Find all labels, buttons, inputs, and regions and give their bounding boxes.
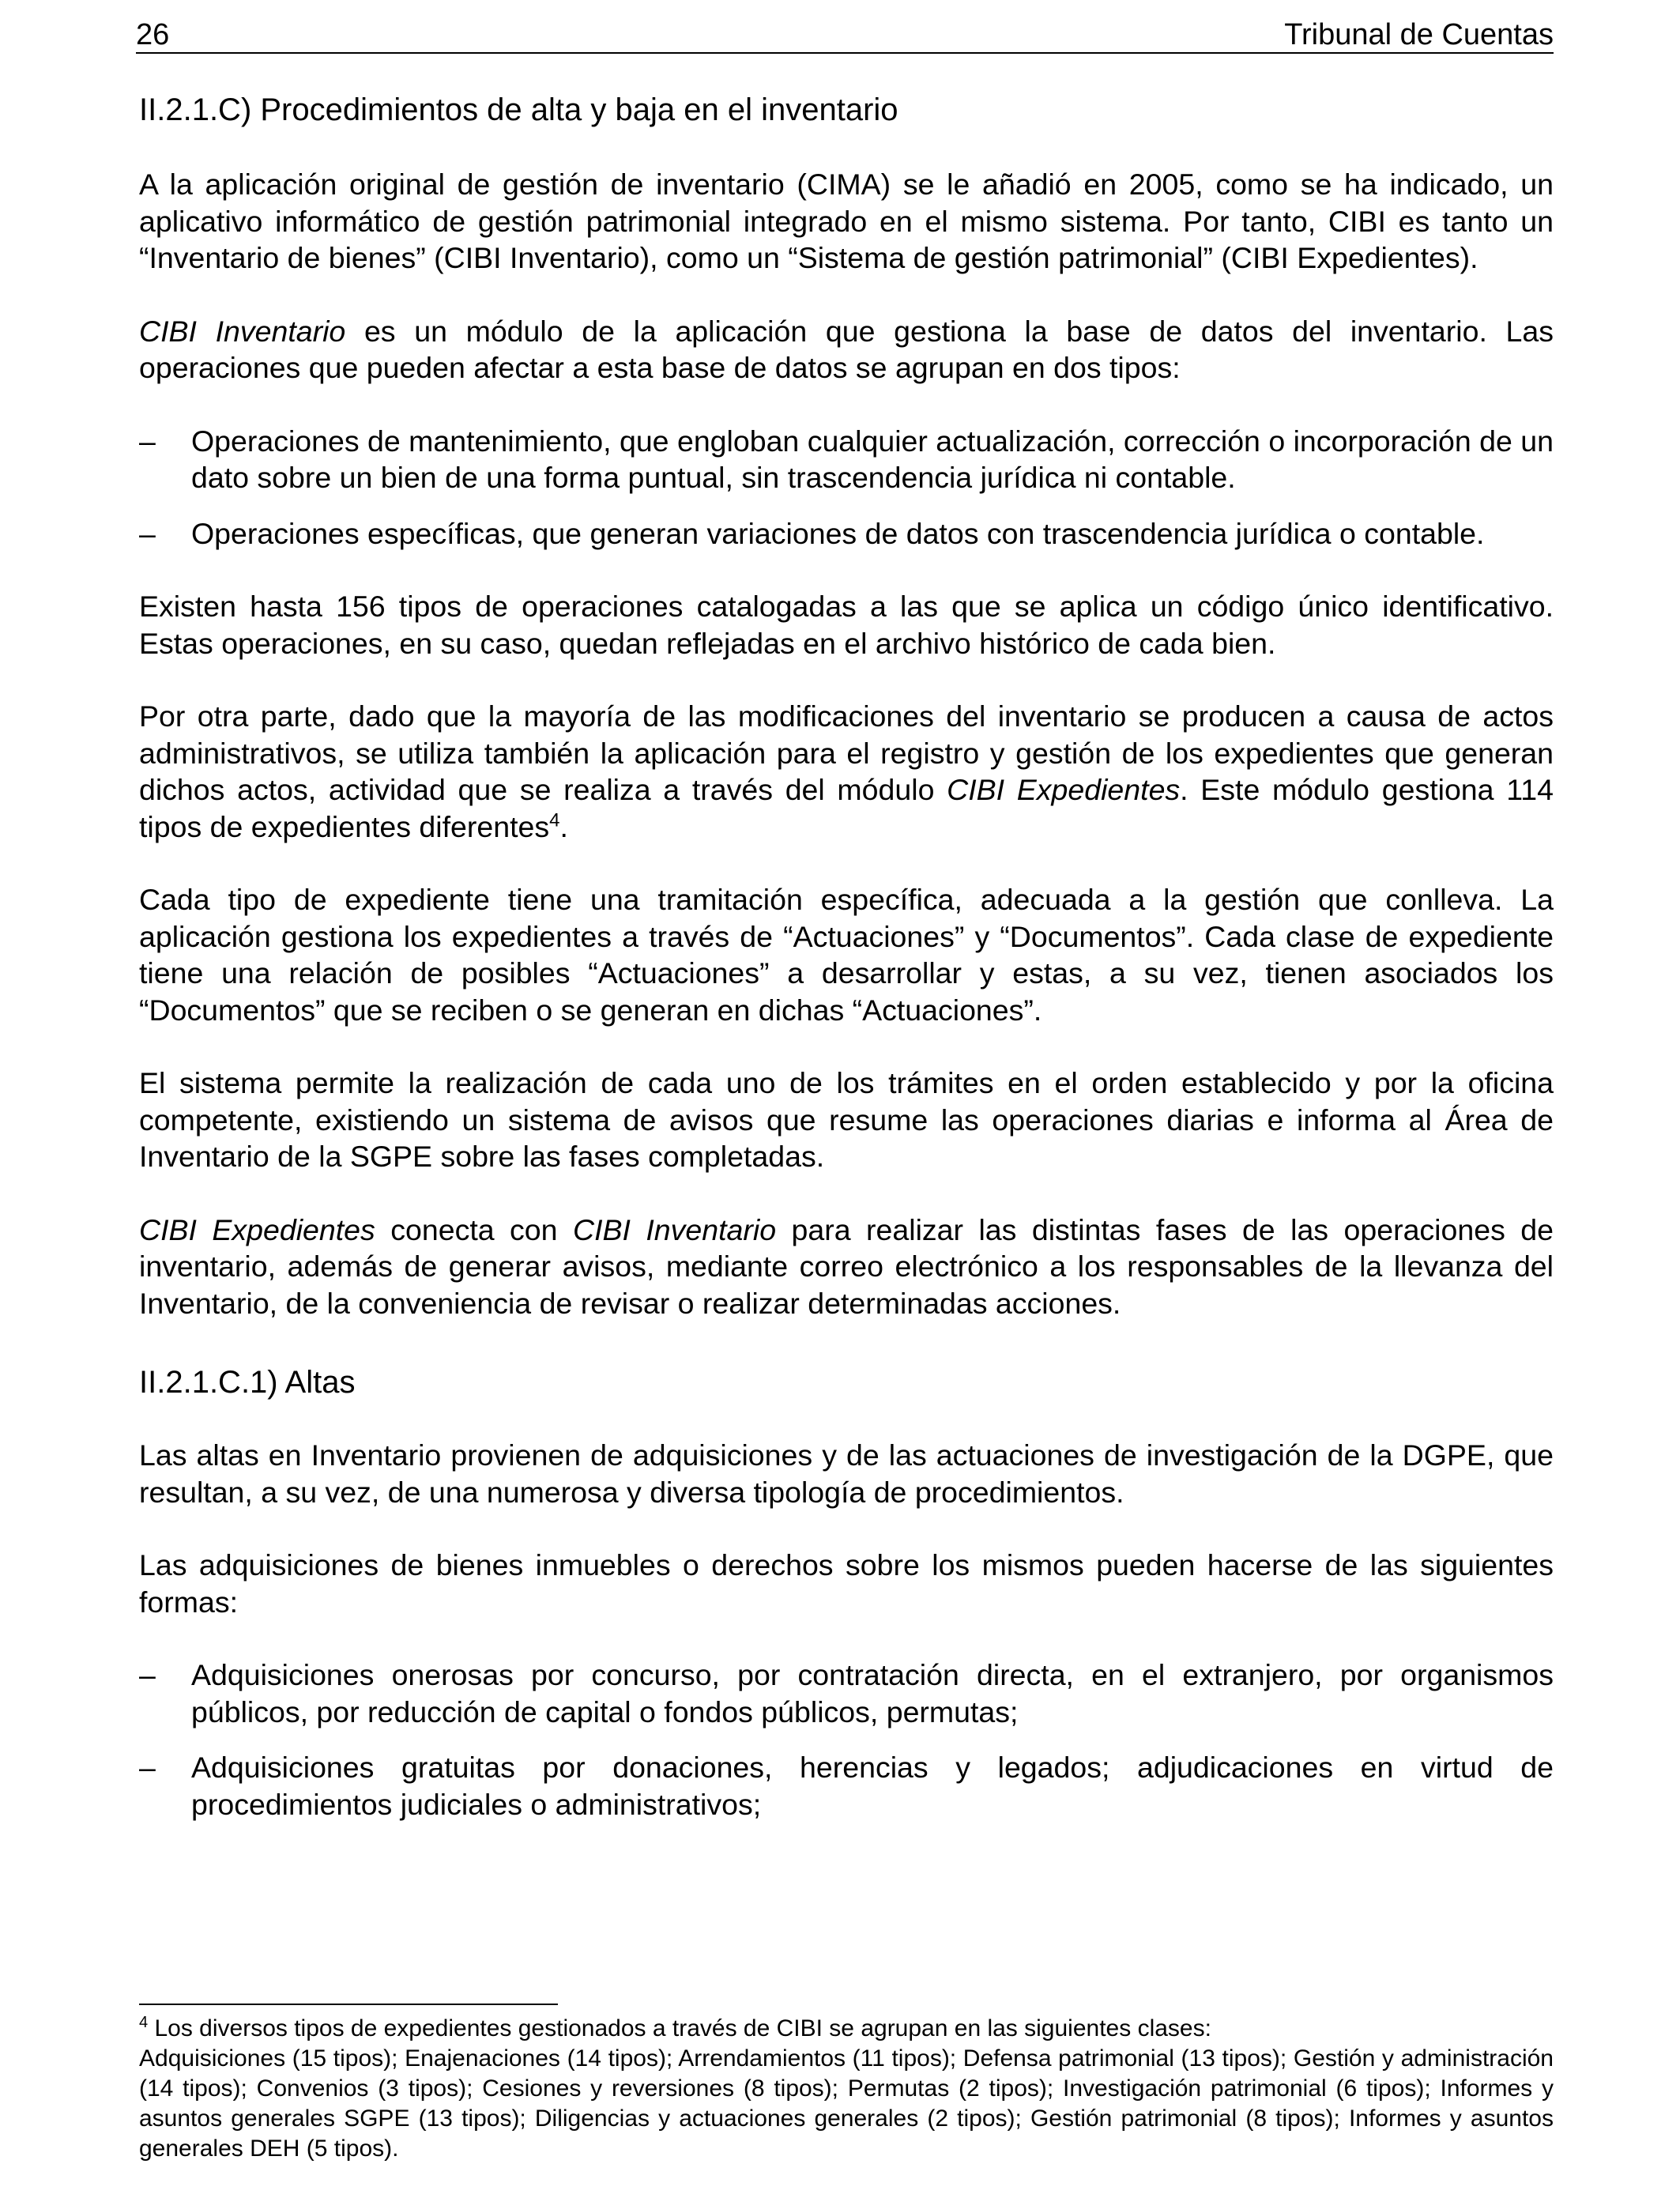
italic-term: CIBI Inventario bbox=[572, 1212, 777, 1246]
paragraph-cibi-inventario: CIBI Inventario es un módulo de la aplicación que gestiona la base de datos del inventario. Las operaciones que pueden afectar a esta base de datos se agrupan en dos tipos: bbox=[139, 314, 1554, 384]
dash-bullet: – bbox=[139, 1751, 156, 1784]
header-title: Tribunal de Cuentas bbox=[1284, 18, 1554, 51]
paragraph-cima: A la aplicación original de gestión de inventario (CIMA) se le añadió en 2005, como se ha indicado, un aplicativo informático de gestión patrimonial integrado en el mismo sistema. Por tanto, CIBI es tanto un “Inventario de bienes” (CIBI Inventario), como un “Sistema de gestión patrimonial” (CIBI Expedientes). bbox=[139, 168, 1554, 274]
dash-bullet: – bbox=[139, 424, 156, 458]
list-item: – Adquisiciones onerosas por concurso, por contratación directa, en el extranjero, por organismos públicos, por reducción de capital o fondos públicos, permutas; bbox=[139, 1658, 1554, 1728]
paragraph-adquisiciones: Las adquisiciones de bienes inmuebles o derechos sobre los mismos pueden hacerse de las siguientes formas: bbox=[139, 1548, 1554, 1619]
footnote-reference[interactable]: 4 bbox=[549, 809, 560, 831]
dash-bullet: – bbox=[139, 516, 156, 550]
page-number: 26 bbox=[136, 18, 170, 51]
subsection-heading: II.2.1.C.1) Altas bbox=[139, 1365, 356, 1400]
paragraph-system-avisos: El sistema permite la realización de cada uno de los trámites en el orden establecido y por la oficina competente, existiendo un sistema de avisos que resume las operaciones diarias e informa al Área de Inventario de la SGPE sobre las fases completadas. bbox=[139, 1066, 1554, 1173]
adquisiciones-list bbox=[139, 1657, 1554, 1823]
italic-term: CIBI Expedientes bbox=[139, 1212, 375, 1246]
footnote bbox=[139, 2014, 1554, 2164]
dash-bullet: – bbox=[139, 1658, 156, 1691]
italic-term: CIBI Inventario bbox=[139, 314, 346, 348]
paragraph-cibi-connection: CIBI Expedientes conecta con CIBI Inventario para realizar las distintas fases de las operaciones de inventario, además de generar avisos, mediante correo electrónico a los responsables de la llevanza del Inventario, de la conveniencia de revisar o realizar determinadas acciones. bbox=[139, 1212, 1554, 1320]
page-header bbox=[136, 11, 1554, 54]
footnote-divider bbox=[139, 2004, 558, 2005]
paragraph-expediente-types: Cada tipo de expediente tiene una tramitación específica, adecuada a la gestión que conlleva. La aplicación gestiona los expedientes a través de “Actuaciones” y “Documentos”. Cada clase de expediente tiene una relación de posibles “Actuaciones” a desarrollar y estas, a su vez, tienen asociados los “Documentos” que se reciben o se generan en dichas “Actuaciones”. bbox=[139, 883, 1554, 1027]
footnote-number: 4 bbox=[139, 2014, 149, 2031]
list-item: – Adquisiciones gratuitas por donaciones, herencias y legados; adjudicaciones en virtud de procedimientos judiciales o administrativos; bbox=[139, 1751, 1554, 1821]
operations-list bbox=[139, 423, 1554, 552]
paragraph-operation-types: Existen hasta 156 tipos de operaciones catalogadas a las que se aplica un código único identificativo. Estas operaciones, en su caso, quedan reflejadas en el archivo histórico de cada bien. bbox=[139, 590, 1554, 660]
paragraph-cibi-expedientes: Por otra parte, dado que la mayoría de las modificaciones del inventario se producen a causa de actos administrativos, se utiliza también la aplicación para el registro y gestión de los expedientes que generan dichos actos, actividad que se realiza a través del módulo CIBI Expedientes. Este módulo gestiona 114 tipos de expedientes diferentes$^4$. bbox=[139, 699, 1554, 843]
footnote-intro: $^4$ Los diversos tipos de expedientes gestionados a través de CIBI se agrupan en las siguientes clases: bbox=[139, 2014, 1211, 2041]
document-body bbox=[139, 89, 1554, 1859]
italic-term: CIBI Expedientes bbox=[947, 773, 1181, 806]
footnote-body: Adquisiciones (15 tipos); Enajenaciones (14 tipos); Arrendamientos (11 tipos); Defensa patrimonial (13 tipos); Gestión y administración (14 tipos); Convenios (3 tipos); Cesiones y reversiones (8 tipos); Permutas (2 tipos); Investigación patrimonial (6 tipos); Informes y asuntos generales SGPE (13 tipos); Diligencias y actuaciones generales (2 tipos); Gestión patrimonial (8 tipos); Informes y asuntos generales DEH (5 tipos). bbox=[139, 2045, 1554, 2162]
list-item: – Operaciones específicas, que generan variaciones de datos con trascendencia jurídica o contable. bbox=[139, 515, 1554, 552]
section-heading: II.2.1.C) Procedimientos de alta y baja en el inventario bbox=[139, 92, 898, 127]
paragraph-altas: Las altas en Inventario provienen de adquisiciones y de las actuaciones de investigación de la DGPE, que resultan, a su vez, de una numerosa y diversa tipología de procedimientos. bbox=[139, 1438, 1554, 1509]
list-item: – Operaciones de mantenimiento, que engloban cualquier actualización, corrección o incorporación de un dato sobre un bien de una forma puntual, sin trascendencia jurídica ni contable. bbox=[139, 424, 1554, 494]
